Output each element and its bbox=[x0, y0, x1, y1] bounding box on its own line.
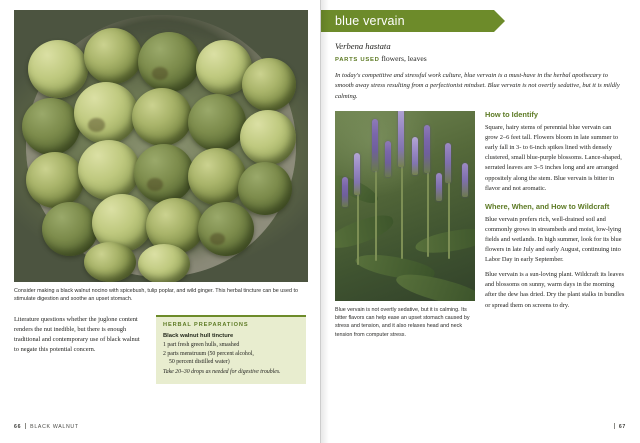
right-page bbox=[320, 0, 640, 443]
left-page-footer bbox=[14, 423, 79, 430]
intro-paragraph: In today's competitive and stressful work culture, blue vervain is a must-have in the herbal apothecary to smooth away stress resulting from a perfectionist mindset. Blue vervain is not overtly sedative, but it is mildly calming. bbox=[335, 72, 620, 100]
blue-vervain-photo bbox=[335, 111, 475, 301]
black-walnut-bowl-photo bbox=[14, 10, 308, 282]
left-lower-section bbox=[14, 315, 308, 384]
preparation-line: 2 parts menstruum (50 percent alcohol, bbox=[163, 350, 254, 357]
closing-paragraph: Blue vervain is a sun-loving plant. Wildcraft its leaves and blossoms on sunny, warm days in the morning after the dew has dried. Dry the plant stalks in bundles or spread them on screens to dry. bbox=[485, 271, 625, 309]
left-body-paragraph: Literature questions whether the juglone content renders the nut inedible, but there is enough traditional and contemporary use of black walnut to negate this potential concern. bbox=[14, 316, 140, 353]
footer-divider bbox=[25, 423, 26, 429]
herbal-preparations-label: HERBAL PREPARATIONS bbox=[163, 322, 249, 329]
section-body-how-to-identify: Square, hairy stems of perennial blue vervain can grow 2–6 feet tall. Flowers bloom in late summer to early fall in 3- to 6-inch spikes lined with densely clustered, small blue-purple blossoms. Lance-shaped, serrated leaves are 3–5 inches long and are arranged oppositely along the stem. Blue vervain is bitter in flavor and not aromatic. bbox=[485, 124, 622, 192]
footer-divider bbox=[614, 423, 615, 429]
preparation-title: Black walnut hull tincture bbox=[163, 333, 234, 340]
parts-used-value: flowers, leaves bbox=[381, 54, 427, 63]
preparation-dosage: Take 20–30 drops as needed for digestive troubles. bbox=[163, 369, 281, 376]
photo-column bbox=[335, 111, 475, 338]
preparation-line: 50 percent distilled water) bbox=[169, 359, 230, 365]
section-body-where-when-how: Blue vervain prefers rich, well-drained soil and commonly grows in streambeds and moist, low-lying fields and wetlands. In high summer, look for its blue flowers in late July and early August, continuing into Labor Day in early September. bbox=[485, 215, 622, 264]
latin-name: Verbena hastata bbox=[335, 41, 391, 51]
right-page-footer bbox=[610, 423, 626, 430]
chapter-title-banner bbox=[321, 10, 494, 32]
preparation-line: 1 part fresh green hulls, smashed bbox=[163, 342, 240, 349]
section-heading-where-when-how: Where, When, and How to Wildcraft bbox=[485, 201, 610, 211]
left-running-head: BLACK WALNUT bbox=[30, 424, 79, 430]
text-column bbox=[485, 111, 626, 338]
herbal-preparations-box bbox=[156, 315, 306, 384]
page-title: blue vervain bbox=[335, 14, 405, 28]
parts-used-label: PARTS USED bbox=[335, 57, 380, 63]
left-folio-number: 66 bbox=[14, 424, 22, 430]
left-photo-caption: Consider making a black walnut nocino with spicebush, tulip poplar, and wild ginger. This herbal tincture can be used to stimulate digestion and soothe an upset stomach. bbox=[14, 288, 298, 303]
right-folio-number: 67 bbox=[618, 424, 626, 430]
parts-used-row bbox=[335, 54, 626, 63]
section-heading-how-to-identify: How to Identify bbox=[485, 110, 538, 120]
right-photo-caption: Blue vervain is not overtly sedative, but it is calming. Its bitter flavors can help ease an upset stomach caused by stress and tension, and it also relaxes head and neck tension from computer stress. bbox=[335, 307, 470, 338]
right-columns bbox=[335, 111, 626, 338]
